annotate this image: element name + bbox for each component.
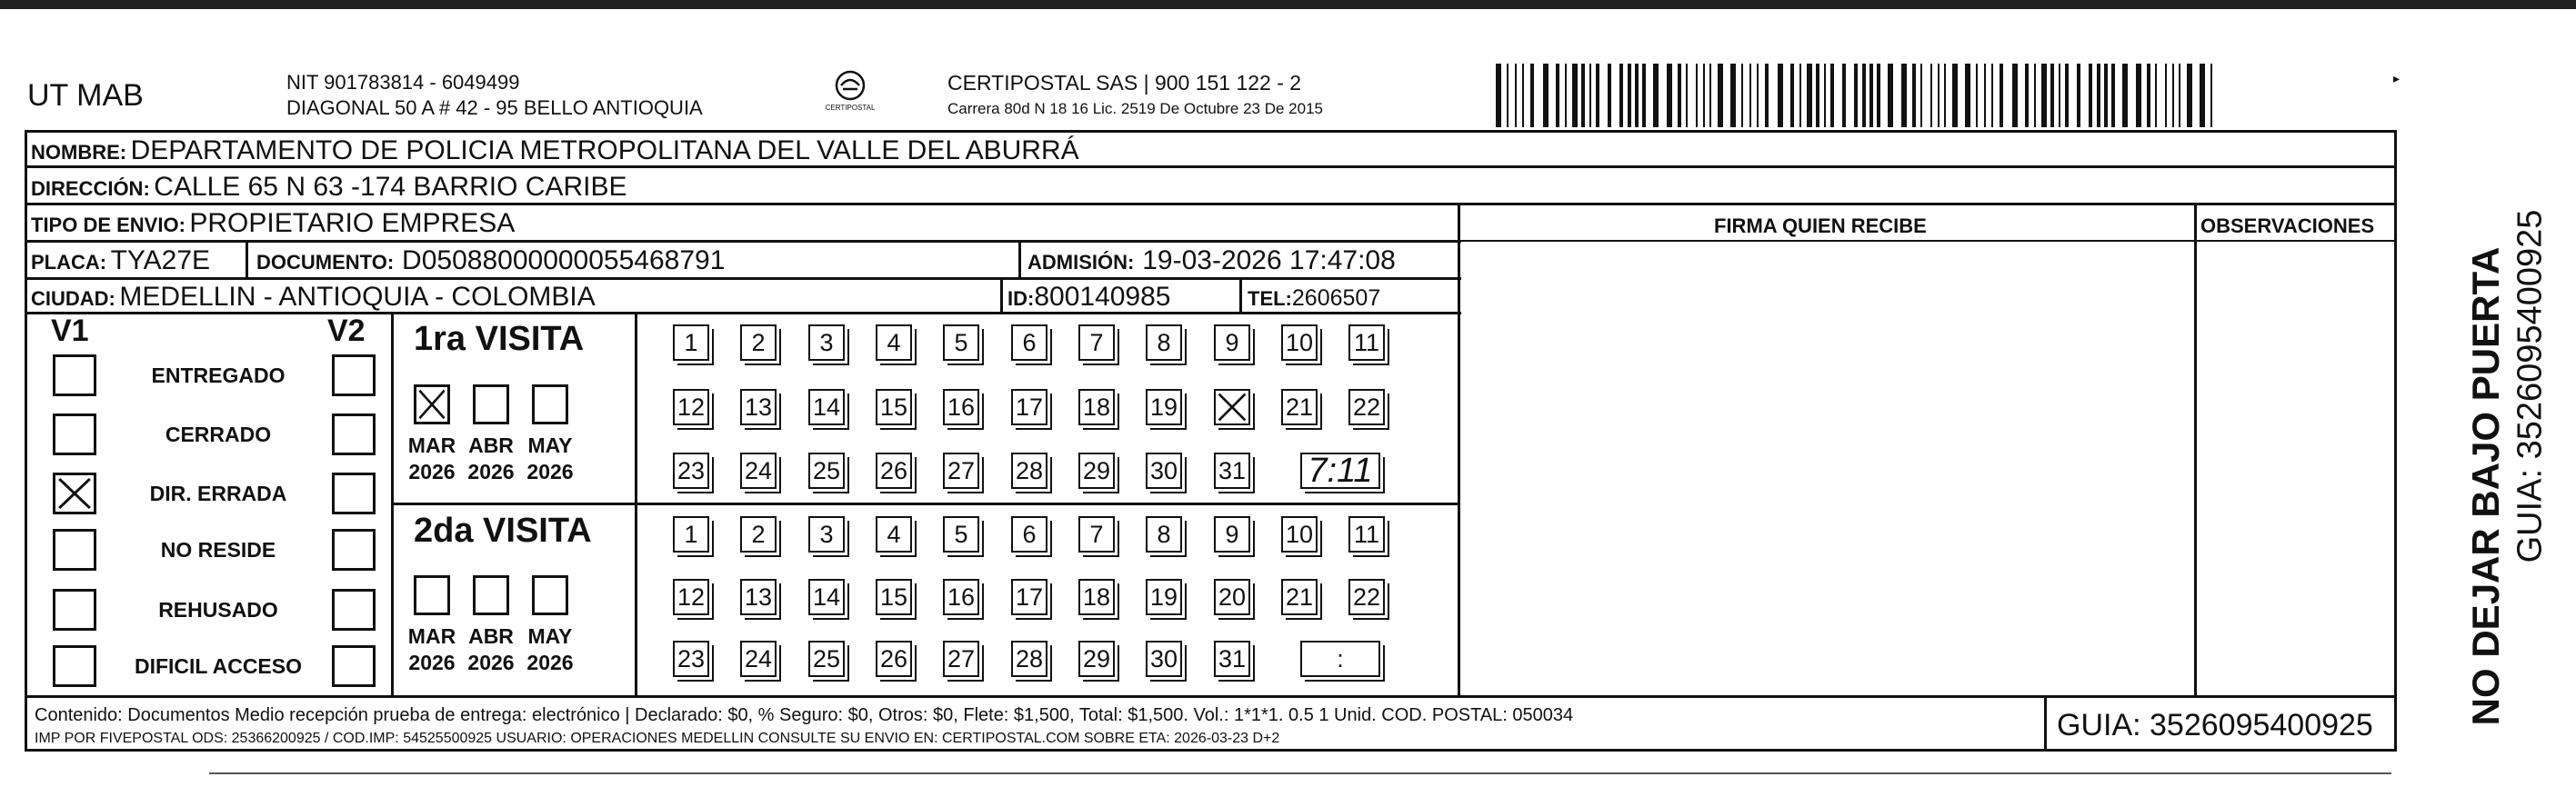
footer-divider [25, 695, 2397, 698]
day-box[interactable]: 27 [943, 641, 979, 677]
v2-checkbox[interactable] [332, 473, 376, 514]
day-box[interactable]: 11 [1348, 516, 1385, 553]
day-box[interactable]: 25 [808, 453, 845, 489]
day-box[interactable]: 22 [1348, 579, 1385, 615]
company-name: UT MAB [27, 78, 144, 113]
company-nit: NIT 901783814 - 6049499 [286, 71, 520, 94]
status-option-label: CERRADO [165, 423, 272, 446]
day-box[interactable]: 31 [1214, 641, 1250, 677]
time-box[interactable]: : [1300, 641, 1380, 677]
month-name: MAY [527, 433, 573, 457]
month-name: ABR [468, 624, 514, 648]
v2-label: V2 [327, 314, 366, 348]
day-box[interactable]: 15 [876, 389, 912, 425]
v2-checkbox[interactable] [332, 413, 376, 455]
month-label [405, 623, 459, 676]
day-box[interactable]: 1 [673, 516, 709, 553]
day-box[interactable]: 19 [1146, 579, 1182, 615]
document-number: D05088000000055468791 [402, 245, 726, 275]
time-box[interactable]: 7:11 [1300, 453, 1380, 489]
day-box[interactable]: 14 [808, 579, 845, 615]
v1-checkbox[interactable] [53, 413, 96, 455]
day-box[interactable]: 30 [1146, 641, 1182, 677]
day-box[interactable]: 16 [943, 579, 979, 615]
month-name: MAR [407, 433, 456, 457]
v1-checkbox[interactable] [53, 473, 96, 514]
day-box[interactable]: 15 [876, 579, 912, 615]
day-box[interactable]: 9 [1214, 324, 1250, 361]
day-box[interactable]: 11 [1348, 324, 1385, 361]
barcode [1496, 64, 2223, 127]
footer-guia: GUIA: 3526095400925 [2057, 708, 2373, 742]
month-checkbox[interactable] [414, 575, 450, 615]
day-box[interactable]: 29 [1078, 641, 1115, 677]
day-box[interactable]: 8 [1146, 516, 1182, 553]
month-checkbox[interactable] [473, 384, 509, 424]
day-box[interactable]: 6 [1011, 324, 1047, 361]
day-box[interactable]: 9 [1214, 516, 1250, 553]
day-box[interactable]: 18 [1078, 579, 1115, 615]
day-box[interactable]: 12 [673, 389, 709, 425]
day-box[interactable]: 23 [673, 453, 709, 489]
day-box[interactable]: 13 [740, 579, 777, 615]
month-checkbox[interactable] [473, 575, 509, 615]
month-name: MAY [527, 624, 573, 648]
tel-number: 2606507 [1291, 285, 1381, 311]
day-box[interactable]: 14 [808, 389, 845, 425]
day-box[interactable]: 4 [876, 324, 912, 361]
status-option-label: DIR. ERRADA [149, 482, 287, 505]
day-box[interactable]: 10 [1281, 516, 1318, 553]
visit1-title: 1ra VISITA [414, 320, 585, 358]
cell-divider [246, 240, 248, 277]
month-year: 2026 [408, 651, 456, 674]
recipient-address: CALLE 65 N 63 -174 BARRIO CARIBE [154, 172, 627, 202]
month-name: ABR [468, 433, 514, 457]
day-box[interactable]: 13 [740, 389, 777, 425]
month-name: MAR [407, 624, 456, 648]
visit2-title: 2da VISITA [414, 512, 592, 550]
footer-contents: Contenido: Documentos Medio recepción prueba de entrega: electrónico | Declarado: $0, % Seguro: $0, Otros: $0, Flete: $1,500, Total: $1,500. Vol.: 1*1*1. 0.5 1 Unid. COD. POSTAL: 050034 [35, 705, 1574, 725]
plate-label: PLACA: [31, 251, 107, 274]
row-divider [25, 240, 1461, 243]
v2-checkbox[interactable] [332, 645, 376, 687]
v1-checkbox[interactable] [53, 589, 96, 631]
month-label [464, 433, 518, 485]
row-divider [25, 203, 2397, 205]
cell-divider [1000, 277, 1003, 312]
day-box[interactable]: 24 [740, 453, 777, 489]
day-box[interactable]: 26 [876, 641, 912, 677]
row-divider [1459, 240, 2397, 242]
logo-text: CERTIPOSTAL [825, 104, 876, 112]
day-box[interactable]: 24 [740, 641, 777, 677]
address-label: DIRECCIÓN: [31, 177, 150, 200]
col-divider [1458, 203, 1460, 697]
company-address: DIAGONAL 50 A # 42 - 95 BELLO ANTIOQUIA [286, 96, 703, 119]
day-box[interactable]: 2 [740, 516, 777, 553]
day-box[interactable]: 18 [1078, 389, 1115, 425]
signature-header: FIRMA QUIEN RECIBE [1714, 214, 1927, 237]
month-year: 2026 [526, 460, 574, 483]
day-box[interactable]: 2 [740, 324, 777, 361]
day-box[interactable]: 21 [1281, 389, 1318, 425]
v2-checkbox[interactable] [332, 529, 376, 571]
recipient-name: DEPARTAMENTO DE POLICIA METROPOLITANA DEL VALLE DEL ABURRÁ [130, 135, 1079, 165]
day-box[interactable]: 1 [673, 324, 709, 361]
month-checkbox[interactable] [532, 575, 568, 615]
day-box[interactable]: 3 [808, 324, 845, 361]
admission-date: 19-03-2026 17:47:08 [1142, 245, 1396, 275]
day-box[interactable]: 17 [1011, 579, 1047, 615]
day-box[interactable]: 22 [1348, 389, 1385, 425]
month-checkbox[interactable] [414, 384, 450, 424]
plate: TYA27E [110, 245, 211, 275]
day-box[interactable]: 16 [943, 389, 979, 425]
day-box[interactable]: 26 [876, 453, 912, 489]
day-box[interactable]: 7 [1078, 516, 1115, 553]
day-box[interactable]: 3 [808, 516, 845, 553]
certipostal-logo [814, 67, 887, 118]
day-box[interactable]: 23 [673, 641, 709, 677]
day-box[interactable]: 10 [1281, 324, 1318, 361]
shipment-type: PROPIETARIO EMPRESA [189, 208, 516, 238]
day-box[interactable]: 7 [1078, 324, 1115, 361]
v2-checkbox[interactable] [332, 354, 376, 396]
type-label: TIPO DE ENVIO: [31, 214, 185, 236]
top-edge [0, 0, 2576, 9]
bottom-edge [209, 772, 2391, 774]
id-number: 800140985 [1034, 282, 1171, 312]
status-option-label: REHUSADO [158, 598, 278, 622]
status-option-label: ENTREGADO [151, 364, 286, 387]
guia-divider [2044, 695, 2047, 752]
month-year: 2026 [467, 460, 515, 483]
observations-header: OBSERVACIONES [2200, 214, 2375, 237]
month-checkbox[interactable] [532, 384, 568, 424]
carrier-license: Carrera 80d N 18 16 Lic. 2519 De Octubre 23 De 2015 [947, 100, 1323, 117]
day-box[interactable]: 12 [673, 579, 709, 615]
grid-line [391, 503, 1459, 505]
carrier-name: CERTIPOSTAL SAS | 900 151 122 - 2 [947, 71, 1302, 95]
v2-checkbox[interactable] [332, 589, 376, 631]
v1-label: V1 [51, 314, 89, 348]
day-box[interactable]: 25 [808, 641, 845, 677]
day-box[interactable]: 4 [876, 516, 912, 553]
col-divider [2194, 203, 2197, 697]
id-label: ID: [1007, 287, 1035, 310]
v1-checkbox[interactable] [53, 529, 96, 571]
month-label [523, 433, 577, 485]
day-box[interactable]: 31 [1214, 453, 1250, 489]
v1-checkbox[interactable] [53, 354, 96, 396]
city: MEDELLIN - ANTIOQUIA - COLOMBIA [119, 282, 596, 312]
v1-checkbox[interactable] [53, 645, 96, 687]
day-box[interactable]: 17 [1011, 389, 1047, 425]
day-box[interactable]: 8 [1146, 324, 1182, 361]
day-box[interactable]: 29 [1078, 453, 1115, 489]
day-box[interactable]: 30 [1146, 453, 1182, 489]
day-box[interactable]: 28 [1011, 641, 1047, 677]
day-box[interactable] [1214, 389, 1250, 425]
admission-label: ADMISIÓN: [1027, 251, 1135, 274]
day-box[interactable]: 5 [943, 324, 979, 361]
cell-divider [1239, 277, 1242, 312]
day-box[interactable]: 20 [1214, 579, 1250, 615]
row-divider [25, 277, 1461, 280]
status-option-label: NO RESIDE [160, 538, 276, 562]
day-box[interactable]: 19 [1146, 389, 1182, 425]
corner-mark: ▸ [2393, 71, 2401, 85]
city-label: CIUDAD: [31, 287, 115, 310]
day-box[interactable]: 27 [943, 453, 979, 489]
day-box[interactable]: 6 [1011, 516, 1047, 553]
month-label [464, 623, 518, 676]
status-option-label: DIFICIL ACCESO [134, 654, 302, 678]
day-box[interactable]: 21 [1281, 579, 1318, 615]
month-label [523, 623, 577, 676]
name-label: NOMBRE: [31, 141, 127, 164]
document-label: DOCUMENTO: [256, 251, 395, 274]
side-guia: GUIA: 3526095400925 [2511, 209, 2550, 563]
side-warning: NO DEJAR BAJO PUERTA [2464, 246, 2507, 726]
day-box[interactable]: 28 [1011, 453, 1047, 489]
month-year: 2026 [408, 460, 456, 483]
month-year: 2026 [526, 651, 574, 674]
cell-divider [1018, 240, 1021, 277]
footer-imp: IMP POR FIVEPOSTAL ODS: 25366200925 / COD.IMP: 54525500925 USUARIO: OPERACIONES MEDELLIN CONSULTE SU ENVIO EN: CERTIPOSTAL.COM SOBRE ETA: 2026-03-23 D+2 [35, 731, 1280, 746]
month-year: 2026 [467, 651, 515, 674]
month-label [405, 433, 459, 485]
day-box[interactable]: 5 [943, 516, 979, 553]
tel-label: TEL: [1248, 287, 1292, 310]
